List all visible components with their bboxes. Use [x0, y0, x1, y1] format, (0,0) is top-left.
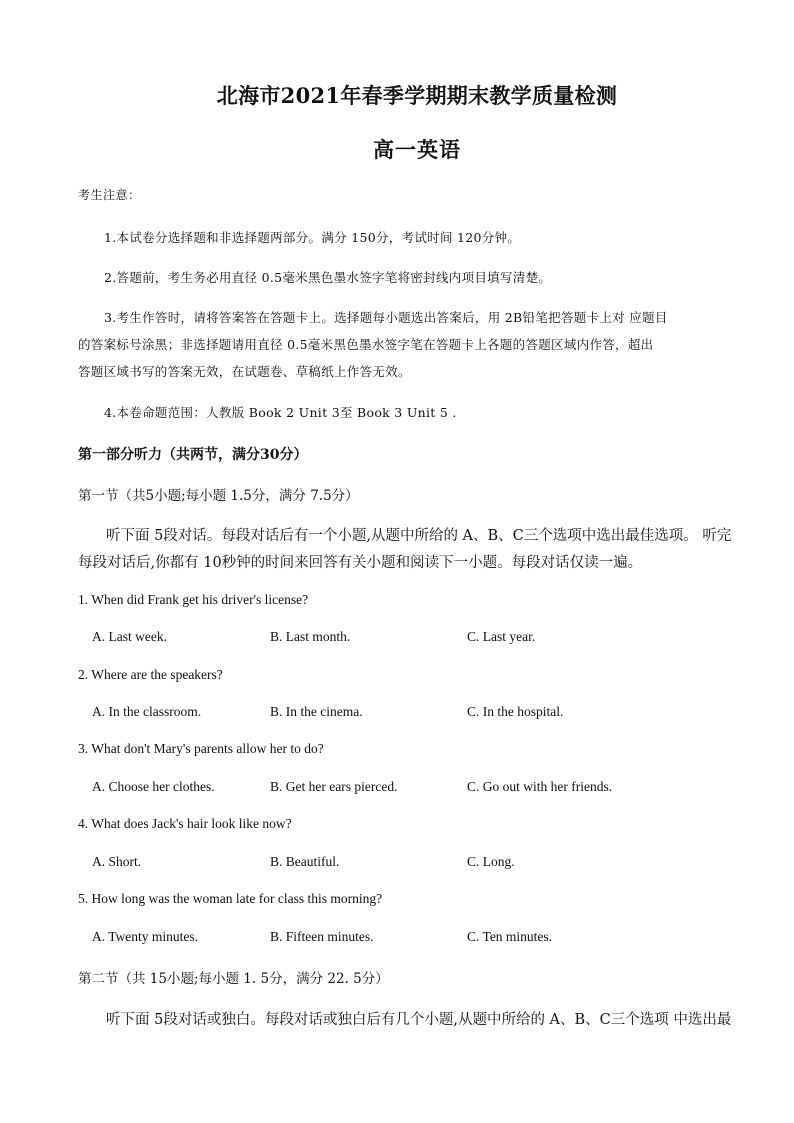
section-1-instructions-line-2: 每段对话后,你都有 10秒钟的时间来回答有关小题和阅读下一小题。每段对话仅读一遍。	[78, 555, 643, 571]
section-2-instructions-line-1: 听下面 5段对话或独白。每段对话或独白后有几个小题,从题中所给的 A、B、C三个选项 中选出最	[106, 1012, 732, 1028]
question-1: 1. When did Frank get his driver's license?	[78, 592, 309, 607]
notice-item-2: 2.答题前，考生务必用直径 0.5毫米黑色墨水签字笔将密封线内项目填写清楚。	[104, 270, 552, 285]
notice-item-4: 4.本卷命题范围：人教版 Book 2 Unit 3至 Book 3 Unit 5 .	[104, 405, 457, 420]
question-5-option-b: B. Fifteen minutes.	[270, 929, 374, 944]
question-3: 3. What don't Mary's parents allow her to do?	[78, 741, 324, 756]
notice-heading: 考生注意：	[78, 188, 141, 202]
question-1-option-c: C. Last year.	[467, 629, 536, 644]
notice-item-3-line-3: 答题区域书写的答案无效，在试题卷、草稿纸上作答无效。	[78, 364, 411, 379]
notice-item-1: 1.本试卷分选择题和非选择题两部分。满分 150分，考试时间 120分钟。	[104, 230, 521, 245]
question-5-option-a: A. Twenty minutes.	[92, 929, 199, 944]
question-3-option-a: A. Choose her clothes.	[92, 779, 215, 794]
exam-title: 北海市2021年春季学期期末教学质量检测	[216, 83, 618, 108]
question-2: 2. Where are the speakers?	[78, 667, 223, 682]
question-4-option-c: C. Long.	[467, 854, 515, 869]
notice-item-3-line-1: 3.考生作答时，请将答案答在答题卡上。选择题每小题选出答案后，用 2B铅笔把答题卡上对 应题目	[104, 310, 668, 325]
question-3-option-c: C. Go out with her friends.	[467, 779, 613, 794]
section-1-heading: 第一节（共5小题;每小题 1.5分，满分 7.5分）	[78, 488, 359, 504]
notice-item-3-line-2: 的答案标号涂黑；非选择题请用直径 0.5毫米黑色墨水签字笔在答题卡上各题的答题区域内作答，超出	[78, 337, 654, 352]
question-1-option-a: A. Last week.	[92, 629, 167, 644]
section-1-instructions-line-1: 听下面 5段对话。每段对话后有一个小题,从题中所给的 A、B、C三个选项中选出最佳选项。 听完	[106, 528, 732, 544]
question-1-option-b: B. Last month.	[270, 629, 351, 644]
question-4: 4. What does Jack's hair look like now?	[78, 816, 292, 831]
question-4-option-a: A. Short.	[92, 854, 142, 869]
question-4-option-b: B. Beautiful.	[270, 854, 340, 869]
question-2-option-b: B. In the cinema.	[270, 704, 363, 719]
question-3-option-b: B. Get her ears pierced.	[270, 779, 398, 794]
question-5-option-c: C. Ten minutes.	[467, 929, 553, 944]
section-2-heading: 第二节（共 15小题;每小题 1. 5分，满分 22. 5分）	[78, 971, 389, 987]
exam-subject: 高一英语	[373, 137, 461, 162]
part-1-heading: 第一部分听力（共两节，满分30分）	[78, 447, 308, 463]
question-2-option-a: A. In the classroom.	[92, 704, 202, 719]
question-5: 5. How long was the woman late for class this morning?	[78, 891, 383, 906]
question-2-option-c: C. In the hospital.	[467, 704, 564, 719]
